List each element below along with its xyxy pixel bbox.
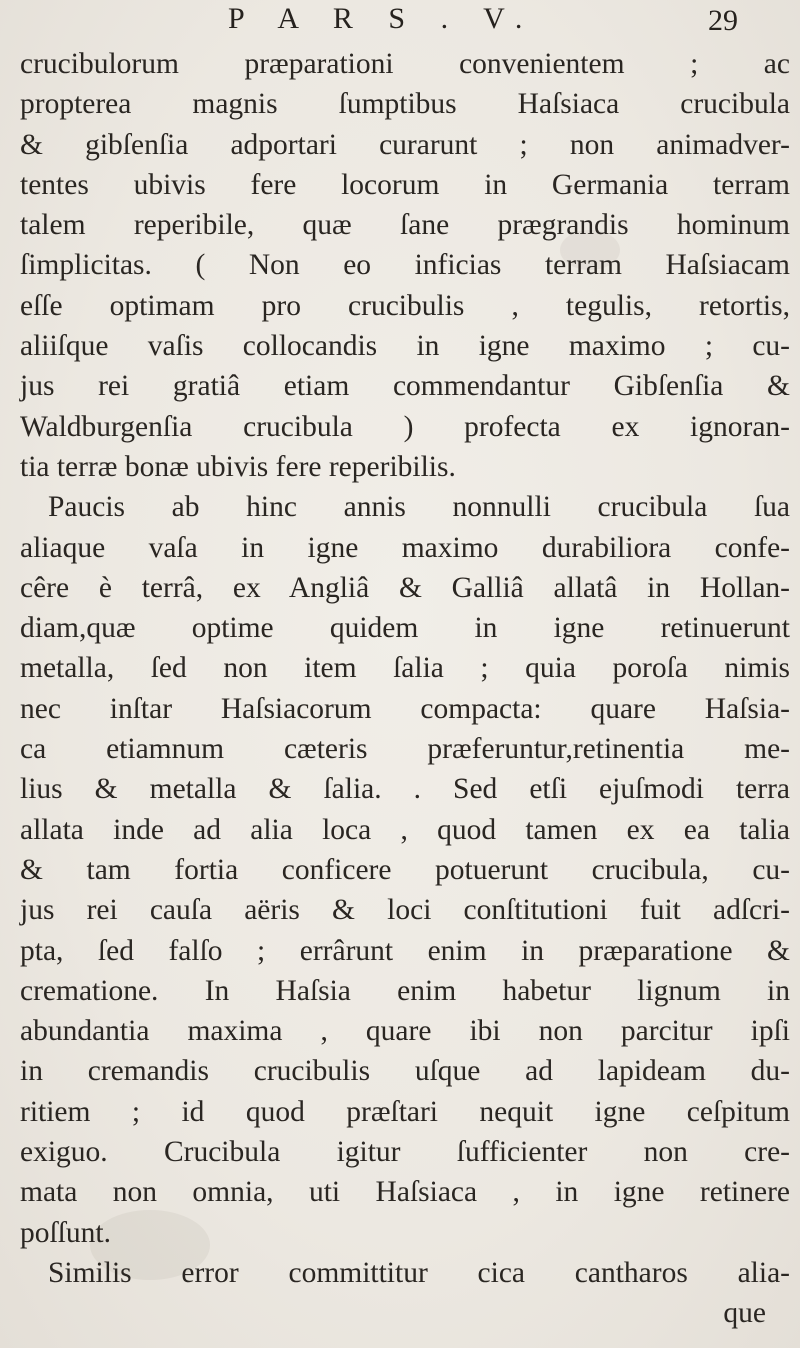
text-line: poſſunt. xyxy=(20,1216,111,1249)
text-line: crematione. In Haſsia enim habetur lignum in xyxy=(20,974,790,1007)
text-line: eſſe optimam pro crucibulis , tegulis, retortis, xyxy=(20,289,790,322)
text-line: diam,quæ optime quidem in igne retinuerunt xyxy=(20,612,790,645)
text-line: aliiſque vaſis collocandis in igne maximo ; cu- xyxy=(20,330,790,363)
text-line: Waldburgenſia crucibula ) profecta ex ignoran- xyxy=(20,410,790,443)
text-line: talem reperibile, quæ ſane prægrandis hominum xyxy=(20,209,790,242)
text-line: tia terræ bonæ ubivis fere reperibilis. xyxy=(20,450,456,483)
text-line: nec inſtar Haſsiacorum compacta: quare Haſsia- xyxy=(20,692,790,725)
catchword: que xyxy=(723,1297,766,1330)
text-line: aliaque vaſa in igne maximo durabiliora confe- xyxy=(20,531,790,564)
text-line: ca etiamnum cæteris præferuntur,retinentia me- xyxy=(20,733,790,766)
text-line: jus rei cauſa aëris & loci conſtitutioni fuit adſcri- xyxy=(20,894,790,927)
paragraph-first-line: Similis error committitur cica cantharos alia- xyxy=(48,1256,790,1289)
text-line: abundantia maxima , quare ibi non parcitur ipſi xyxy=(20,1015,790,1048)
text-line: mata non omnia, uti Haſsiaca , in igne retinere xyxy=(20,1176,790,1209)
paragraph-first-line: Paucis ab hinc annis nonnulli crucibula ſua xyxy=(48,491,790,524)
text-line: & gibſenſia adportari curarunt ; non animadver- xyxy=(20,128,790,161)
text-line: in cremandis crucibulis uſque ad lapideam du- xyxy=(20,1055,790,1088)
text-line: jus rei gratiâ etiam commendantur Gibſenſia & xyxy=(20,370,790,403)
text-line: exiguo. Crucibula igitur ſufficienter non cre- xyxy=(20,1136,790,1169)
text-line: ritiem ; id quod præſtari nequit igne ceſpitum xyxy=(20,1095,790,1128)
text-line: metalla, ſed non item ſalia ; quia poroſa nimis xyxy=(20,652,790,685)
text-line: tentes ubivis fere locorum in Germania terram xyxy=(20,168,790,201)
part-heading: P A R S . V. xyxy=(228,2,537,35)
text-line: crucibulorum præparationi convenientem ; ac xyxy=(20,48,790,80)
text-line: cêre è terrâ, ex Angliâ & Galliâ allatâ in Hollan- xyxy=(20,571,790,604)
body-text xyxy=(20,44,790,1334)
text-line: & tam fortia conficere potuerunt crucibula, cu- xyxy=(20,853,790,886)
text-line: ſimplicitas. ( Non eo inficias terram Haſsiacam xyxy=(20,249,790,282)
running-head xyxy=(0,2,800,42)
text-line: propterea magnis ſumptibus Haſsiaca crucibula xyxy=(20,88,790,121)
text-line: pta, ſed falſo ; errârunt enim in præparatione & xyxy=(20,934,790,967)
text-line: lius & metalla & ſalia. . Sed etſi ejuſmodi terra xyxy=(20,773,790,806)
page-number: 29 xyxy=(708,4,738,37)
text-line: allata inde ad alia loca , quod tamen ex ea talia xyxy=(20,813,790,846)
